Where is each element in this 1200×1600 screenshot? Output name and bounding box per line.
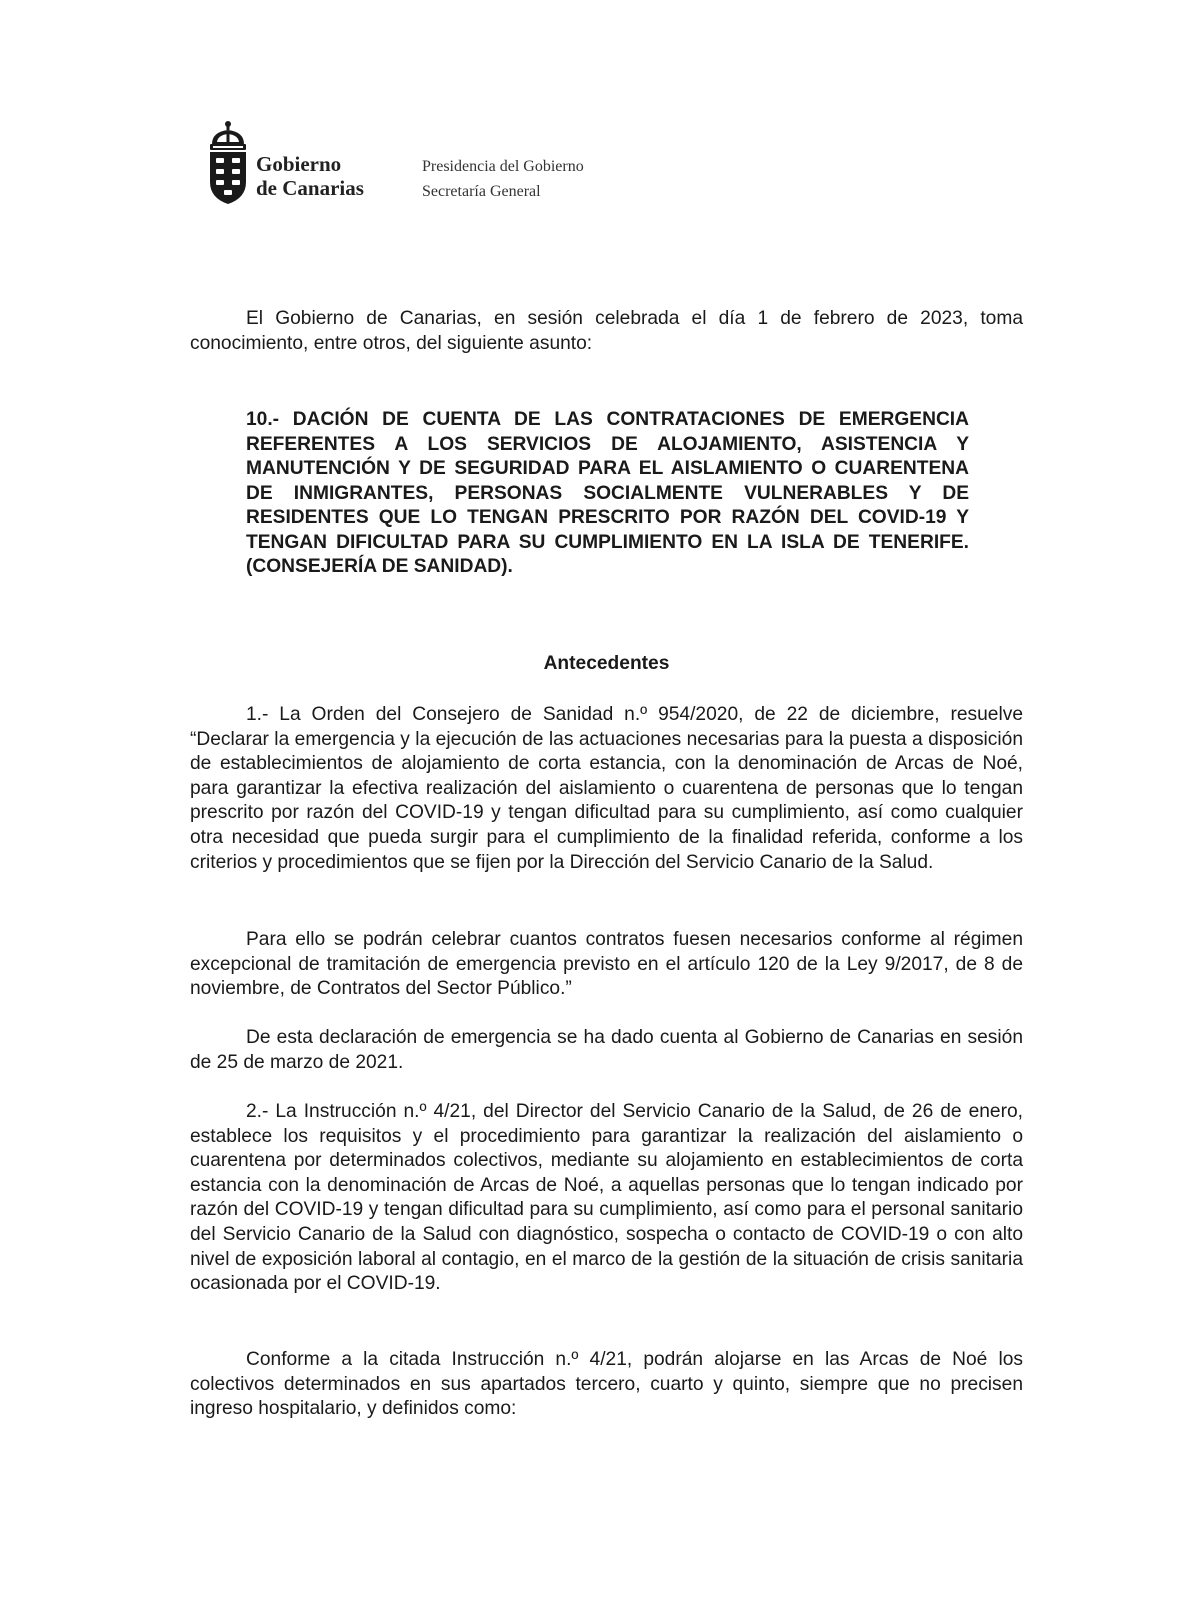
paragraph-3: De esta declaración de emergencia se ha dado cuenta al Gobierno de Canarias en sesión de 25 de marzo de 2021. <box>190 1027 1023 1073</box>
brand-name <box>256 152 364 200</box>
paragraph-2: Para ello se podrán celebrar cuantos contratos fuesen necesarios conforme al régimen excepcional de tramitación de emergencia previsto en el artículo 120 de la Ley 9/2017, de 8 de noviembre, de Contratos del Sector Público.” <box>190 929 1023 1000</box>
brand-line-2: de Canarias <box>256 176 364 200</box>
paragraph-1: 1.- La Orden del Consejero de Sanidad n.º 954/2020, de 22 de diciembre, resuelve “Declarar la emergencia y la ejecución de las actuaciones necesarias para la puesta a disposición de establecimientos de alojamiento de corta estancia, con la denominación de Arcas de Noé, para garantizar la efectiva realización del aislamiento o cuarentena de personas que lo tengan prescrito por razón del COVID-19 y tengan dificultad para su cumplimiento, así como cualquier otra necesidad que pueda surgir para el cumplimiento de la finalidad referida, conforme a los criterios y procedimientos que se fijen por la Dirección del Servicio Canario de la Salud. <box>190 704 1023 873</box>
letterhead <box>204 120 804 210</box>
paragraph-5: Conforme a la citada Instrucción n.º 4/21, podrán alojarse en las Arcas de Noé los colectivos determinados en sus apartados tercero, cuarto y quinto, siempre que no precisen ingreso hospitalario, y definidos como: <box>190 1349 1023 1420</box>
canarias-coat-of-arms-icon <box>204 120 252 206</box>
department <box>422 154 584 204</box>
brand-line-1: Gobierno <box>256 152 342 176</box>
department-line-1: Presidencia del Gobierno <box>422 158 584 175</box>
intro-paragraph: El Gobierno de Canarias, en sesión celebrada el día 1 de febrero de 2023, toma conocimiento, entre otros, del siguiente asunto: <box>190 308 1023 354</box>
department-line-2: Secretaría General <box>422 183 541 200</box>
paragraph-4: 2.- La Instrucción n.º 4/21, del Director del Servicio Canario de la Salud, de 26 de enero, establece los requisitos y el procedimiento para garantizar la realización del aislamiento o cuarentena por determinados colectivos, mediante su alojamiento en establecimientos de corta estancia con la denominación de Arcas de Noé, a aquellas personas que lo tengan indicado por razón del COVID-19 y tengan dificultad para su cumplimiento, así como para el personal sanitario del Servicio Canario de la Salud con diagnóstico, sospecha o contacto de COVID-19 o con alto nivel de exposición laboral al contagio, en el marco de la gestión de la situación de crisis sanitaria ocasionada por el COVID-19. <box>190 1101 1023 1295</box>
section-heading: Antecedentes <box>543 653 670 674</box>
agenda-subject: 10.- DACIÓN DE CUENTA DE LAS CONTRATACIONES DE EMERGENCIA REFERENTES A LOS SERVICIOS DE ALOJAMIENTO, ASISTENCIA Y MANUTENCIÓN Y DE SEGURIDAD PARA EL AISLAMIENTO O CUARENTENA DE INMIGRANTES, PERSONAS SOCIALMENTE VULNERABLES Y DE RESIDENTES QUE LO TENGAN PRESCRITO POR RAZÓN DEL COVID-19 Y TENGAN DIFICULTAD PARA SU CUMPLIMIENTO EN LA ISLA DE TENERIFE. (CONSEJERÍA DE SANIDAD). <box>246 409 969 577</box>
